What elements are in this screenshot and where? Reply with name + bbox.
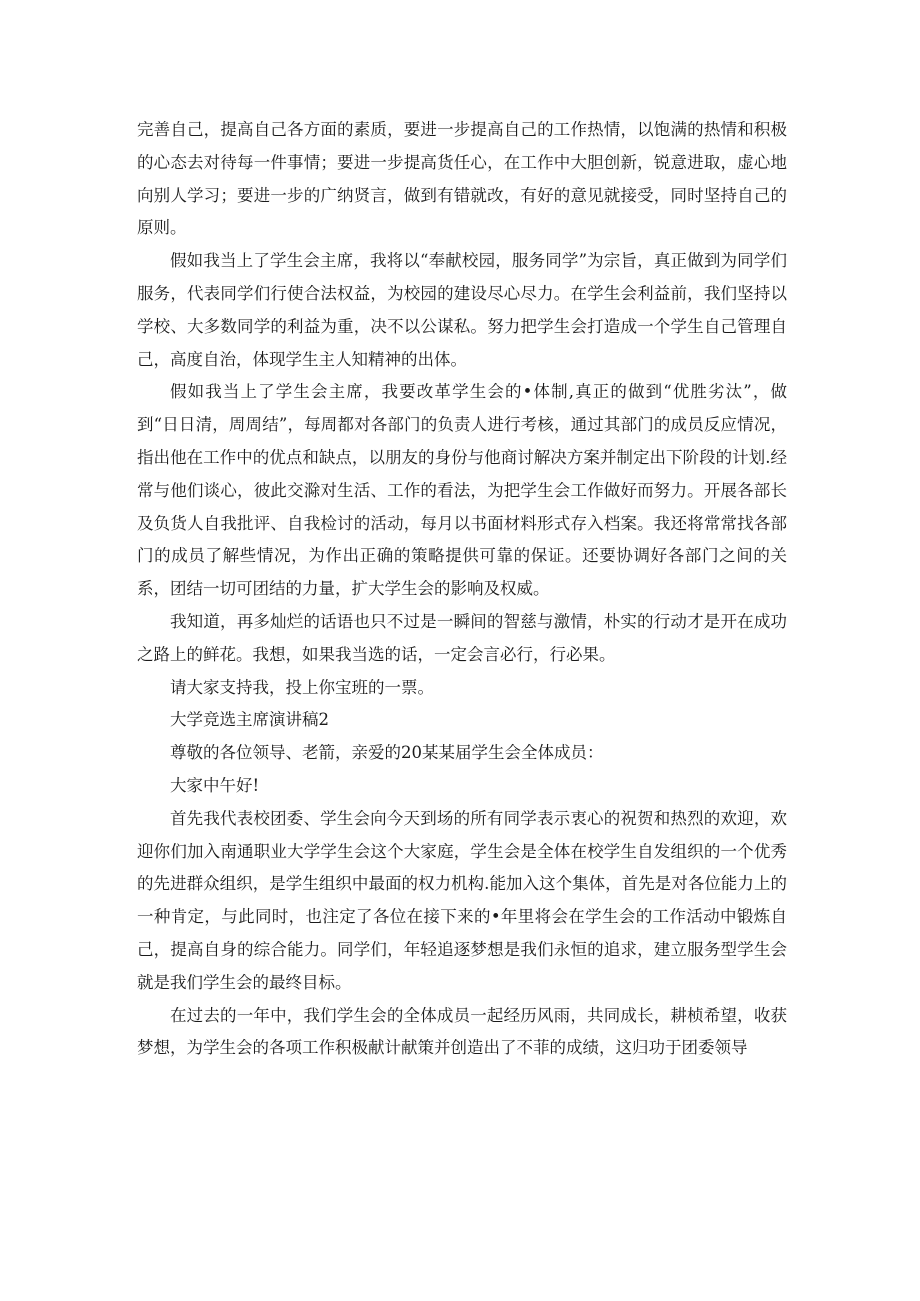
- section-heading: 大学竞选主席演讲稿2: [170, 710, 329, 730]
- paragraph-10: 在过去的一年中，我们学生会的全体成员一起经历风雨，共同成长，耕桢希望，收获梦想，为学生会的各项工作积极献计献策并创造出了不菲的成绩，这归功于团委领导: [137, 1005, 787, 1058]
- paragraph-4: 我知道，再多灿烂的话语也只不过是一瞬间的智慈与激情，朴实的行动才是开在成功之路上的鲜花。我想，如果我当选的话，一定会言必行，行必果。: [137, 611, 787, 664]
- paragraph-1: 完善自己，提高自己各方面的素质，要进一步提高自己的工作热情，以饱满的热情和积极的心态去对待每一件事情；要进一步提高货任心，在工作中大胆创新，锐意进取，虚心地向别人学习；要进一步的广纳贤言，做到有错就改，有好的意见就接受，同时坚持自己的原则。: [137, 120, 787, 238]
- salutation: 尊敬的各位领导、老箭，亲爱的20某某届学生会全体成员：: [170, 743, 604, 763]
- document-body: [137, 114, 787, 1065]
- paragraph-5: 请大家支持我，投上你宝班的一票。: [170, 677, 434, 697]
- paragraph-3: 假如我当上了学生会主席，我要改革学生会的•体制,真正的做到“优胜劣汰”，做到“日日清，周周结”，每周都对各部门的负责人进行考核，通过其部门的成员反应情况，指出他在工作中的优点和缺点，以朋友的身份与他商讨解决方案并制定出下阶段的计划.经常与他们谈心，彼此交滁对生活、工作的看法，为把学生会工作做好而努力。开展各部长及负货人自我批评、自我检讨的活动，每月以书面材料形式存入档案。我还将常常找各部门的成员了解些情况，为作出正确的策略提供可靠的保证。还要协调好各部门之间的关系，团结一切可团结的力量，扩大学生会的影响及权威。: [137, 382, 787, 599]
- greeting: 大家中午好!: [170, 775, 260, 795]
- paragraph-2: 假如我当上了学生会主席，我将以“奉献校园，服务同学”为宗旨，真正做到为同学们服务，代表同学们行使合法权益，为校园的建设尽心尽力。在学生会利益前，我们坚持以学校、大多数同学的利益为重，决不以公谋私。努力把学生会打造成一个学生自己管理自己，高度自治，体现学生主人知精神的出体。: [137, 251, 787, 369]
- paragraph-9: 首先我代表校团委、学生会向今天到场的所有同学表示衷心的祝贺和热烈的欢迎，欢迎你们加入南通职业大学学生会这个大家庭，学生会是全体在校学生自发组织的一个优秀的先进群众组织，是学生组织中最面的权力机构.能加入这个集体，首先是对各位能力上的一种肯定，与此同时，也注定了各位在接下来的•年里将会在学生会的工作活动中锻炼自己，提高自身的综合能力。同学们，年轻追逐梦想是我们永恒的追求，建立服务型学生会就是我们学生会的最终目标。: [137, 808, 787, 992]
